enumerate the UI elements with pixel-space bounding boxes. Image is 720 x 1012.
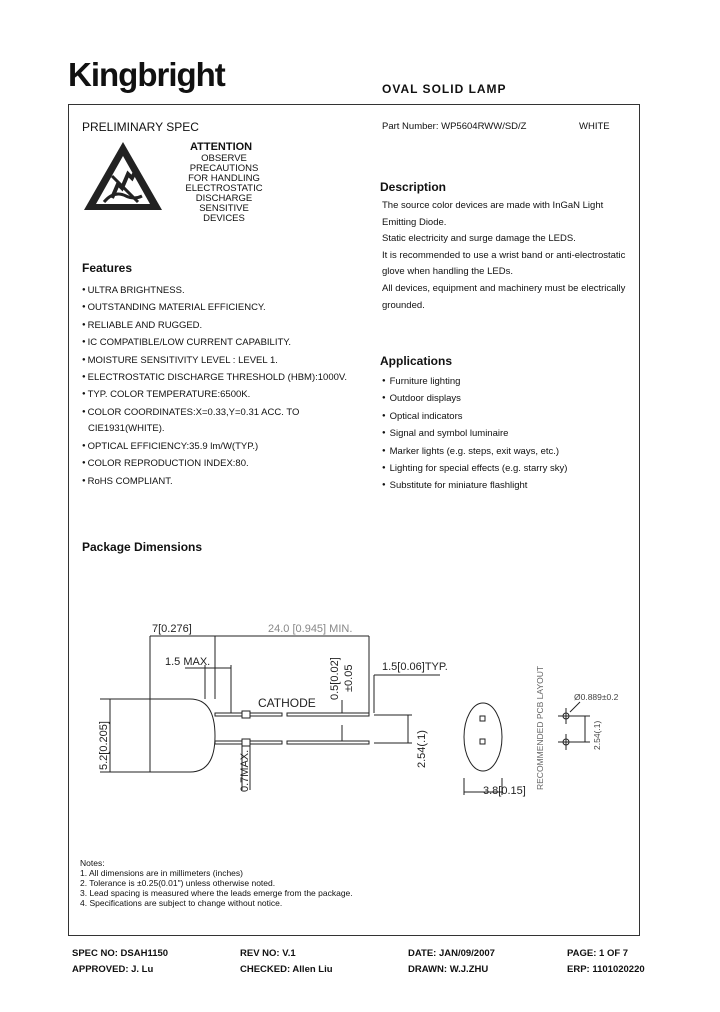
application-item: ● Furniture lighting <box>382 373 637 390</box>
attention-line: OBSERVE PRECAUTIONS <box>189 153 259 174</box>
feature-item: ● IC COMPATIBLE/LOW CURRENT CAPABILITY. <box>82 334 362 351</box>
dim-length-top: 7[0.276] <box>152 623 192 635</box>
note-item: 4. Specifications are subject to change without notice. <box>80 898 283 908</box>
attention-line: DEVICES <box>203 213 245 224</box>
description-heading: Description <box>380 180 447 194</box>
description-line: It is recommended to use a wrist band or anti-electrostatic <box>382 249 626 261</box>
checked-by: CHECKED: Allen Liu <box>240 964 333 975</box>
attention-line: DISCHARGE <box>195 193 253 204</box>
pcb-layout-title: RECOMMENDED PCB LAYOUT <box>535 665 545 790</box>
feature-item: ● COLOR COORDINATES:X=0.33,Y=0.31 ACC. TO <box>82 404 362 421</box>
document-title: OVAL SOLID LAMP <box>382 82 507 96</box>
application-item: ● Substitute for miniature flashlight <box>382 477 637 494</box>
application-item: ● Signal and symbol luminaire <box>382 425 637 442</box>
note-item: 3. Lead spacing is measured where the leads emerge from the package. <box>80 888 353 898</box>
dim-pitch: 2.54(.1) <box>416 730 428 768</box>
feature-item: ● OUTSTANDING MATERIAL EFFICIENCY. <box>82 299 362 316</box>
rev-no: REV NO: V.1 <box>240 948 296 959</box>
note-item: 2. Tolerance is ±0.25(0.01") unless otherwise noted. <box>80 878 276 888</box>
notes <box>80 858 353 908</box>
attention-line: SENSITIVE <box>199 203 249 214</box>
pcb-pitch-dim: 2.54(.1) <box>592 720 602 750</box>
dim-length-total: 24.0 [0.945] MIN. <box>268 623 353 635</box>
feature-item: ● ULTRA BRIGHTNESS. <box>82 282 362 299</box>
pcb-hole-dim: Ø0.889±0.2 <box>574 692 619 702</box>
dim-width: 3.8[0.15] <box>483 785 526 797</box>
erp-number: ERP: 1101020220 <box>567 964 645 975</box>
note-item: 1. All dimensions are in millimeters (inches) <box>80 868 243 878</box>
feature-item: ● ELECTROSTATIC DISCHARGE THRESHOLD (HBM):1000V. <box>82 369 362 386</box>
feature-continuation: CIE1931(WHITE). <box>88 423 165 435</box>
application-item: ● Marker lights (e.g. steps, exit ways, etc.) <box>382 443 637 460</box>
description-line: glove when handling the LEDs. <box>382 266 513 278</box>
description-line: The source color devices are made with InGaN Light <box>382 200 604 211</box>
application-item: ● Optical indicators <box>382 408 637 425</box>
part-color: WHITE <box>579 121 610 132</box>
features-heading: Features <box>82 261 133 275</box>
attention-title: ATTENTION <box>190 141 253 153</box>
dim-max-15: 1.5 MAX. <box>165 656 211 668</box>
dim-max-07: 0.7MAX. <box>239 749 251 792</box>
attention-line: ELECTROSTATIC <box>185 183 263 194</box>
preliminary-label: PRELIMINARY SPEC <box>82 120 199 134</box>
date: DATE: JAN/09/2007 <box>408 948 495 959</box>
application-item: ● Lighting for special effects (e.g. starry sky) <box>382 460 637 477</box>
package-heading: Package Dimensions <box>82 540 203 554</box>
attention-line: FOR HANDLING <box>188 173 260 184</box>
feature-item: ● RoHS COMPLIANT. <box>82 473 362 490</box>
spec-no: SPEC NO: DSAH1150 <box>72 948 169 959</box>
feature-item: ● MOISTURE SENSITIVITY LEVEL : LEVEL 1. <box>82 352 362 369</box>
dim-tolerance: ±0.05 <box>343 664 355 692</box>
page-number: PAGE: 1 OF 7 <box>567 948 629 959</box>
drawn-by: DRAWN: W.J.ZHU <box>408 964 489 975</box>
led-top-view <box>464 703 502 771</box>
application-item: ● Outdoor displays <box>382 390 637 407</box>
cathode-label: CATHODE <box>258 696 316 710</box>
description-line: Emitting Diode. <box>382 216 447 228</box>
dim-typ: 1.5[0.06]TYP. <box>382 661 448 673</box>
dim-height: 5.2[0.205] <box>98 721 110 770</box>
part-number: Part Number: WP5604RWW/SD/Z <box>382 121 527 132</box>
dim-lead: 0.5[0.02] <box>329 657 341 700</box>
notes-title: Notes: <box>80 858 105 868</box>
feature-item: ● OPTICAL EFFICIENCY:35.9 lm/W(TYP.) <box>82 438 362 455</box>
led-body-side <box>150 699 215 772</box>
feature-item: ● RELIABLE AND RUGGED. <box>82 317 362 334</box>
applications-heading: Applications <box>380 354 453 368</box>
description-line: Static electricity and surge damage the LEDS. <box>382 233 576 245</box>
brand-logo: Kingbright <box>68 56 225 93</box>
description-line: All devices, equipment and machinery must be electrically <box>382 282 626 294</box>
feature-item: ● TYP. COLOR TEMPERATURE:6500K. <box>82 386 362 403</box>
approved-by: APPROVED: J. Lu <box>72 964 154 975</box>
description-line: grounded. <box>382 299 425 311</box>
feature-item: ● COLOR REPRODUCTION INDEX:80. <box>82 455 362 472</box>
